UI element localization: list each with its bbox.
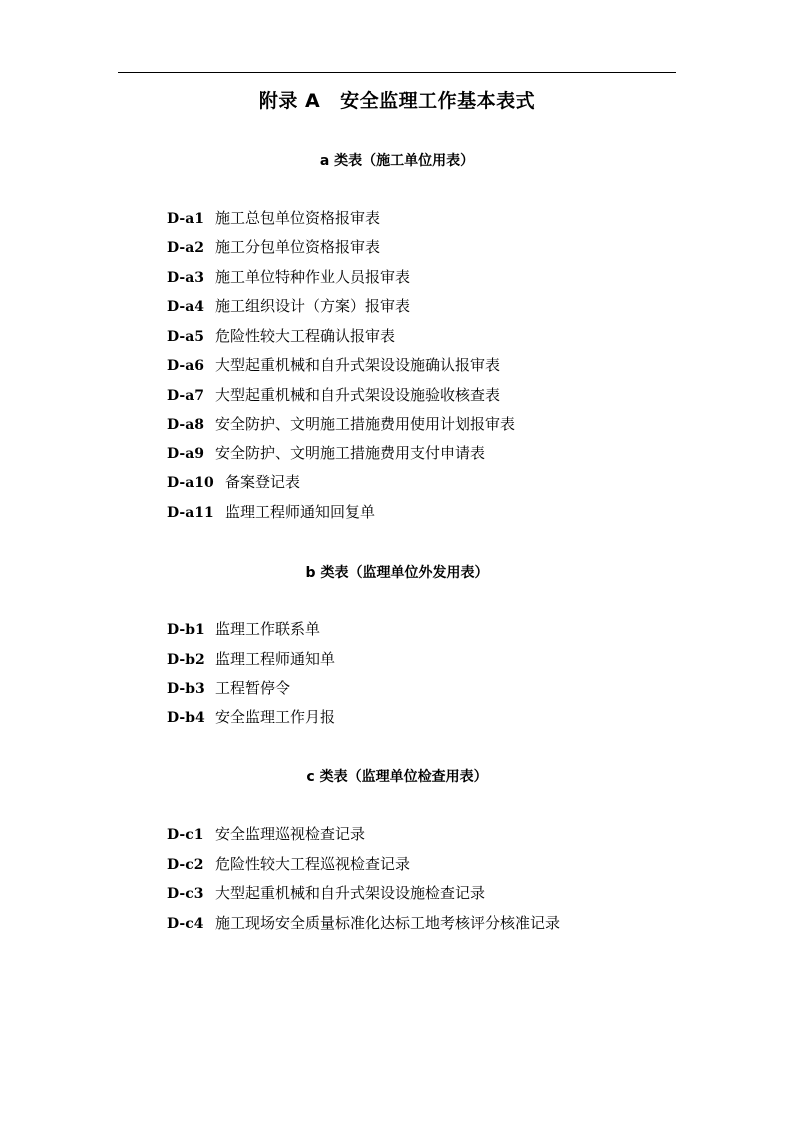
form-code: D-b1 — [167, 622, 205, 638]
list-item — [167, 882, 485, 904]
form-label: 大型起重机械和自升式架设设施验收核查表 — [215, 386, 501, 404]
form-label: 安全防护、文明施工措施费用使用计划报审表 — [215, 415, 516, 433]
form-label: 大型起重机械和自升式架设设施确认报审表 — [215, 356, 501, 374]
form-label: 监理工程师通知单 — [215, 650, 336, 668]
title-main: 安全监理工作基本表式 — [340, 90, 536, 112]
section-heading-b: b 类表（监理单位外发用表） — [305, 565, 489, 581]
list-item — [167, 501, 375, 523]
form-code: D-c1 — [167, 827, 204, 843]
list-item — [167, 266, 410, 288]
list-item — [167, 295, 410, 317]
page-title — [0, 86, 794, 113]
list-item — [167, 325, 395, 347]
form-code: D-c4 — [167, 916, 204, 932]
form-label: 施工总包单位资格报审表 — [215, 209, 381, 227]
form-label: 大型起重机械和自升式架设设施检查记录 — [215, 884, 486, 902]
form-label: 施工单位特种作业人员报审表 — [215, 268, 411, 286]
form-label: 安全防护、文明施工措施费用支付申请表 — [215, 444, 486, 462]
section-heading-a: a 类表（施工单位用表） — [319, 153, 475, 169]
form-label: 施工组织设计（方案）报审表 — [215, 297, 411, 315]
form-code: D-a10 — [167, 475, 214, 491]
form-label: 工程暂停令 — [215, 679, 291, 697]
form-label: 监理工作联系单 — [215, 620, 321, 638]
section-heading-c: c 类表（监理单位检查用表） — [306, 769, 488, 785]
list-item — [167, 384, 500, 406]
list-item — [167, 236, 380, 258]
form-code: D-a9 — [167, 446, 205, 462]
form-code: D-a8 — [167, 417, 205, 433]
list-item — [167, 618, 320, 640]
form-label: 备案登记表 — [225, 473, 301, 491]
title-prefix: 附录 A — [258, 90, 321, 112]
form-code: D-b2 — [167, 652, 205, 668]
list-item — [167, 853, 410, 875]
form-label: 安全监理工作月报 — [215, 708, 336, 726]
form-code: D-a6 — [167, 358, 205, 374]
list-item — [167, 354, 500, 376]
form-code: D-b4 — [167, 710, 205, 726]
form-code: D-c3 — [167, 886, 204, 902]
list-item — [167, 442, 485, 464]
form-label: 危险性较大工程确认报审表 — [215, 327, 396, 345]
list-item — [167, 823, 365, 845]
list-item — [167, 648, 335, 670]
form-code: D-a5 — [167, 329, 205, 345]
form-code: D-a2 — [167, 240, 205, 256]
list-item — [167, 677, 290, 699]
form-code: D-a1 — [167, 211, 205, 227]
list-item — [167, 471, 300, 493]
form-code: D-a7 — [167, 388, 205, 404]
list-item — [167, 207, 380, 229]
form-label: 安全监理巡视检查记录 — [215, 825, 366, 843]
form-code: D-a3 — [167, 270, 205, 286]
form-label: 危险性较大工程巡视检查记录 — [215, 855, 411, 873]
form-label: 监理工程师通知回复单 — [225, 503, 376, 521]
form-code: D-a11 — [167, 505, 214, 521]
list-item — [167, 912, 560, 934]
form-code: D-a4 — [167, 299, 205, 315]
form-label: 施工分包单位资格报审表 — [215, 238, 381, 256]
form-code: D-c2 — [167, 857, 204, 873]
list-item — [167, 706, 335, 728]
form-code: D-b3 — [167, 681, 205, 697]
form-label: 施工现场安全质量标准化达标工地考核评分核准记录 — [215, 914, 561, 932]
list-item — [167, 413, 515, 435]
header-rule — [118, 72, 676, 73]
